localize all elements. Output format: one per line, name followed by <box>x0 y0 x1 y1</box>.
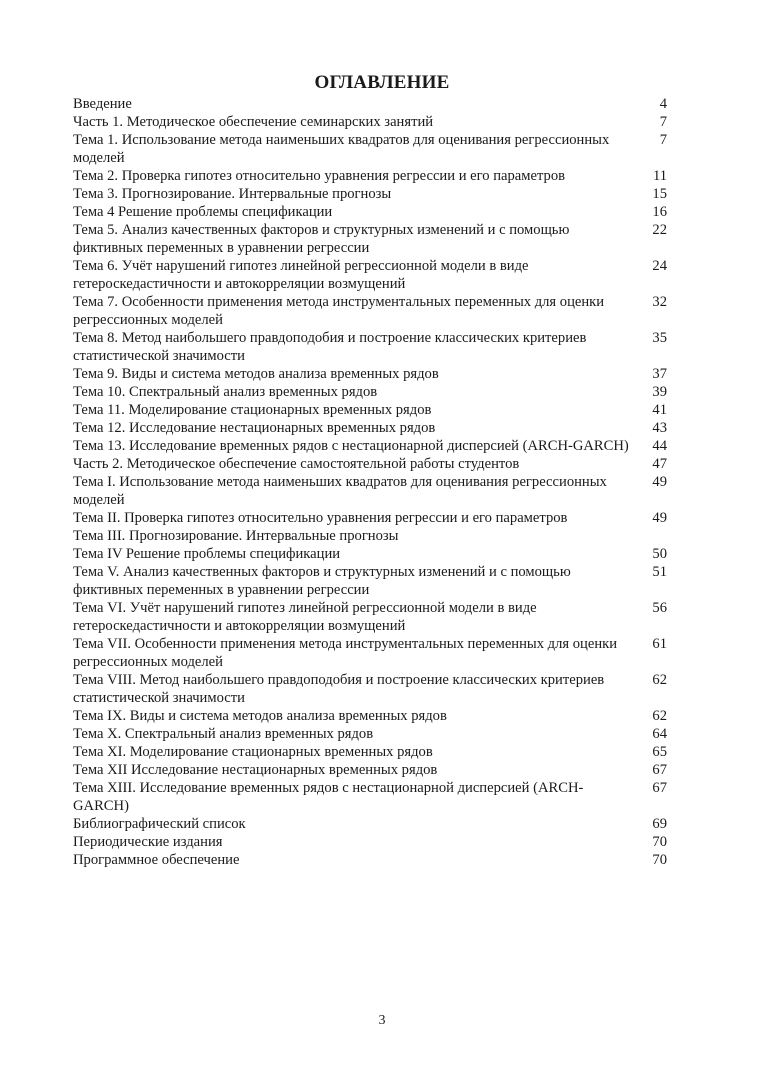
toc-entry-page: 11 <box>652 168 667 184</box>
toc-entry-title: Часть 1. Методическое обеспечение семинарских занятий <box>73 114 434 130</box>
toc-entry-title: Тема V. Анализ качественных факторов и структурных изменений и с помощью фиктивных переменных в уравнении регрессии <box>73 564 571 598</box>
toc-entry-title: Программное обеспечение <box>73 852 240 868</box>
toc-entry-page: 50 <box>652 546 667 562</box>
toc-entry-page: 64 <box>652 726 667 742</box>
toc-entry[interactable] <box>73 167 667 185</box>
toc-entry[interactable] <box>73 257 667 293</box>
toc-entry-title: Тема XIII. Исследование временных рядов с нестационарной дисперсией (ARCH-GARCH) <box>73 780 584 814</box>
toc-entry-title: Тема XI. Моделирование стационарных временных рядов <box>73 744 433 760</box>
toc-entry-page: 67 <box>652 762 667 778</box>
toc-entry[interactable] <box>73 635 667 671</box>
toc-entry[interactable] <box>73 743 667 761</box>
toc-entry-title: Тема 13. Исследование временных рядов с нестационарной дисперсией (ARCH-GARCH) <box>73 438 629 454</box>
table-of-contents <box>73 95 667 869</box>
toc-entry-title: Тема XII Исследование нестационарных временных рядов <box>73 762 438 778</box>
toc-entry-page: 24 <box>652 258 667 274</box>
toc-entry-page: 43 <box>652 420 667 436</box>
toc-entry-page: 56 <box>652 600 667 616</box>
toc-entry-title: Тема VIII. Метод наибольшего правдоподобия и построение классических критериев статистической значимости <box>73 672 605 706</box>
toc-entry-page: 7 <box>659 132 667 148</box>
toc-entry[interactable] <box>73 203 667 221</box>
toc-entry-title: Тема 3. Прогнозирование. Интервальные прогнозы <box>73 186 392 202</box>
toc-entry[interactable] <box>73 833 667 851</box>
toc-entry[interactable] <box>73 221 667 257</box>
toc-entry-title: Тема IX. Виды и система методов анализа временных рядов <box>73 708 447 724</box>
toc-entry-page: 67 <box>652 780 667 796</box>
toc-entry-title: Тема 12. Исследование нестационарных временных рядов <box>73 420 436 436</box>
toc-entry-title: Тема IV Решение проблемы спецификации <box>73 546 341 562</box>
toc-entry-title: Тема 2. Проверка гипотез относительно уравнения регрессии и его параметров <box>73 168 566 184</box>
toc-entry-title: Тема 7. Особенности применения метода инструментальных переменных для оценки регрессионных моделей <box>73 294 605 328</box>
toc-entry-page: 69 <box>652 816 667 832</box>
toc-entry-page: 41 <box>652 402 667 418</box>
toc-entry-page: 39 <box>652 384 667 400</box>
toc-entry-title: Тема 4 Решение проблемы спецификации <box>73 204 333 220</box>
toc-entry-page: 22 <box>652 222 667 238</box>
toc-entry-page: 70 <box>652 834 667 850</box>
toc-entry[interactable] <box>73 185 667 203</box>
toc-entry-page: 51 <box>652 564 667 580</box>
toc-entry-page: 32 <box>652 294 667 310</box>
toc-entry-title: Тема 10. Спектральный анализ временных рядов <box>73 384 378 400</box>
toc-entry[interactable] <box>73 113 667 131</box>
toc-entry-title: Тема X. Спектральный анализ временных рядов <box>73 726 374 742</box>
toc-entry-page: 49 <box>652 474 667 490</box>
toc-entry[interactable] <box>73 95 667 113</box>
toc-entry[interactable] <box>73 437 667 455</box>
toc-entry[interactable] <box>73 671 667 707</box>
toc-entry[interactable] <box>73 473 667 509</box>
toc-entry[interactable] <box>73 599 667 635</box>
toc-entry-page: 49 <box>652 510 667 526</box>
page-number: 3 <box>378 1013 386 1028</box>
toc-entry-title: Тема 8. Метод наибольшего правдоподобия и построение классических критериев статистической значимости <box>73 330 587 364</box>
toc-entry-page: 15 <box>652 186 667 202</box>
toc-entry-page: 65 <box>652 744 667 760</box>
toc-entry-page: 47 <box>652 456 667 472</box>
toc-entry[interactable] <box>73 401 667 419</box>
toc-entry[interactable] <box>73 509 667 527</box>
toc-entry[interactable] <box>73 707 667 725</box>
toc-entry-page: 37 <box>652 366 667 382</box>
toc-entry[interactable] <box>73 779 667 815</box>
toc-entry-page: 7 <box>659 114 667 130</box>
toc-entry-title: Тема 11. Моделирование стационарных временных рядов <box>73 402 432 418</box>
toc-entry-page: 61 <box>652 636 667 652</box>
toc-entry[interactable] <box>73 455 667 473</box>
toc-entry-title: Тема 6. Учёт нарушений гипотез линейной регрессионной модели в виде гетероскедастичности и автокорреляции возмущений <box>73 258 529 292</box>
toc-entry[interactable] <box>73 329 667 365</box>
toc-entry-page: 62 <box>652 672 667 688</box>
toc-entry-title: Тема II. Проверка гипотез относительно уравнения регрессии и его параметров <box>73 510 568 526</box>
toc-entry[interactable] <box>73 365 667 383</box>
toc-entry-title: Часть 2. Методическое обеспечение самостоятельной работы студентов <box>73 456 520 472</box>
toc-entry-title: Тема VI. Учёт нарушений гипотез линейной регрессионной модели в виде гетероскедастичности и автокорреляции возмущений <box>73 600 537 634</box>
toc-entry[interactable] <box>73 563 667 599</box>
toc-entry-title: Тема VII. Особенности применения метода инструментальных переменных для оценки регрессионных моделей <box>73 636 618 670</box>
toc-entry-page: 62 <box>652 708 667 724</box>
toc-entry-title: Периодические издания <box>73 834 223 850</box>
toc-entry[interactable] <box>73 761 667 779</box>
toc-entry[interactable] <box>73 851 667 869</box>
toc-entry[interactable] <box>73 131 667 167</box>
toc-entry-title: Тема 5. Анализ качественных факторов и структурных изменений и с помощью фиктивных переменных в уравнении регрессии <box>73 222 570 256</box>
toc-entry[interactable] <box>73 383 667 401</box>
toc-entry-title: Введение <box>73 96 132 112</box>
toc-title: ОГЛАВЛЕНИЕ <box>314 72 450 93</box>
toc-entry-page: 35 <box>652 330 667 346</box>
toc-entry[interactable] <box>73 545 667 563</box>
toc-entry[interactable] <box>73 527 667 545</box>
toc-entry[interactable] <box>73 725 667 743</box>
toc-entry-page: 4 <box>659 96 667 112</box>
toc-entry[interactable] <box>73 815 667 833</box>
toc-entry-title: Тема III. Прогнозирование. Интервальные прогнозы <box>73 528 399 544</box>
toc-entry[interactable] <box>73 293 667 329</box>
toc-entry[interactable] <box>73 419 667 437</box>
toc-entry-page: 44 <box>652 438 667 454</box>
toc-entry-title: Тема 1. Использование метода наименьших квадратов для оценивания регрессионных моделей <box>73 132 610 166</box>
toc-entry-page: 16 <box>652 204 667 220</box>
toc-entry-page: 70 <box>652 852 667 868</box>
toc-entry-title: Библиографический список <box>73 816 246 832</box>
toc-entry-title: Тема I. Использование метода наименьших квадратов для оценивания регрессионных моделей <box>73 474 607 508</box>
toc-entry-title: Тема 9. Виды и система методов анализа временных рядов <box>73 366 439 382</box>
